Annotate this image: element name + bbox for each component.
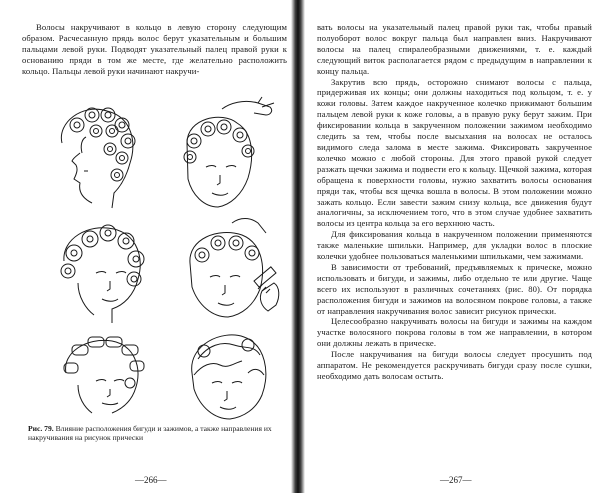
figure-caption-text: Влияние расположения бигуди и зажимов, а также направления их накручивания на рисунок прически xyxy=(28,423,272,443)
head-front-curled-hair-with-hand xyxy=(184,97,274,207)
head-three-quarter-curls xyxy=(61,225,144,323)
head-curling-with-comb-and-hand xyxy=(190,218,279,317)
left-page-text xyxy=(22,22,287,77)
figure-caption xyxy=(22,424,287,443)
head-profile-pin-curls xyxy=(61,108,135,208)
intro-paragraph: Волосы накручивают в кольцо в левую сторону следующим образом. Расчесанную прядь волос берут указательным и большим пальцами левой руки. Подводят указательный палец правой руки к основанию пряди в том же месте, где желательно расположить кольцо. Пальцы левой руки начинают накручи- xyxy=(22,22,287,76)
paragraph-drying: После накручивания на бигуди волосы следует просушить под аппаратом. Не рекомендуется раскручивать бигуди сразу после сушки, необходимо дать волосам остыть. xyxy=(317,349,592,381)
figure-79-illustrations xyxy=(22,83,287,423)
figure-79 xyxy=(22,83,287,423)
paragraph-clip-fixing: Закрутив всю прядь, осторожно снимают волосы с пальца, придерживая их концы; они должны находиться под кольцом, т. е. у кожи головы. Затем каждое накрученное колечко прижимают большим пальцем левой руки к коже головы, а в правую руку берут зажим. При фиксировании кольца в закрученном положении зажимом необходимо следить за тем, чтобы после высыхания на волосах не осталось видимого следа залома в месте зажима. Фиксировать закрученное колечко можно с любой стороны. Для этого правой рукой следует разжать щечки зажима и подвести его к кольцу. Щечкой зажима, которая обращена к поверхности головы, нужно захватить волосы основания пряди так, чтобы вся щечка вошла в волосы. В этом положении можно зажать кольцо. Если завести зажим снизу кольца, все движения будут аналогичны, за исключением того, что в этом случае удобнее захватить волосы из центра кольца за его верхнюю часть. xyxy=(317,76,592,229)
right-page xyxy=(303,0,600,493)
paragraph-direction: Целесообразно накручивать волосы на бигуди и зажимы на каждом участке волосяного покрова головы в том же направлении, в котором они должны лежать в прическе. xyxy=(317,316,592,349)
head-profile-rollers xyxy=(64,337,144,413)
right-page-text xyxy=(317,22,592,382)
right-page-number: —267— xyxy=(440,475,472,485)
left-page xyxy=(0,0,297,493)
paragraph-continuation: вать волосы на указательный палец правой руки так, чтобы правый полуоборот волос вокруг пальца был направлен вниз. Накручивают волосы на палец спиралеобразными движениями, т. е. каждый следующий виток располагается рядом с предыдущим в направлении к концу пальца. xyxy=(317,22,592,76)
head-front-finished-wave xyxy=(192,334,266,418)
paragraph-small-pins: Для фиксирования кольца в накрученном положении применяются также маленькие шпильки. Например, для укладки волос в плоские колечки удобнее пользоваться маленькими шпильками, чем зажимами. xyxy=(317,229,592,262)
paragraph-combinations: В зависимости от требований, предъявляемых к прическе, можно использовать и бигуди, и зажимы, либо отдельно те или другие. Чаще всего их используют в различных сочетаниях (рис. 80). От порядка расположения бигуди и зажимов на волосяном покрове головы, а также от направления накручивания волос зависит рисунок прически. xyxy=(317,261,592,316)
left-page-number: —266— xyxy=(135,475,167,485)
figure-caption-label: Рис. 79. xyxy=(28,423,54,433)
